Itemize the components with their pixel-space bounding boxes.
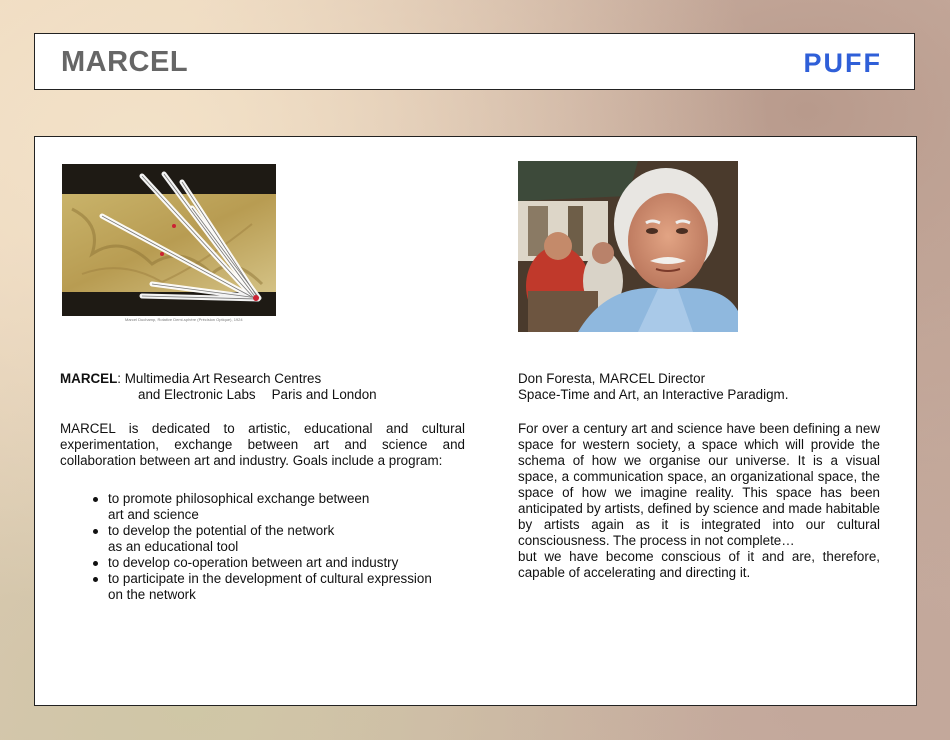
org-name: MARCEL [60, 371, 118, 386]
director-portrait [518, 161, 738, 332]
org-subheading [138, 387, 465, 403]
header-bar [34, 33, 915, 90]
content-panel [34, 136, 917, 706]
intro-paragraph: MARCEL is dedicated to artistic, educational and cultural experimentation, exchange between art and science and collaboration between art and industry. Goals include a program: [60, 421, 465, 468]
essay-paragraph-continued: but we have become conscious of it and are, therefore, capable of accelerating and directing it. [518, 549, 880, 580]
director-name: Don Foresta, MARCEL Director [518, 371, 706, 386]
org-description: : Multimedia Art Research Centres [117, 371, 322, 386]
artwork-image [62, 164, 276, 326]
list-item: to participate in the development of cultural expression on the network [108, 571, 465, 603]
essay-title: Space-Time and Art, an Interactive Paradigm. [518, 387, 789, 402]
artwork-caption: Marcel Duchamp, Rotative Demi-sphère (Précision Optique), 1924 [125, 317, 243, 322]
goals-list [60, 491, 465, 603]
about-column [60, 371, 465, 603]
list-item: to promote philosophical exchange between art and science [108, 491, 465, 523]
list-item: to develop co-operation between art and industry [108, 555, 465, 571]
site-title[interactable]: MARCEL [61, 46, 189, 78]
org-labs: and Electronic Labs [138, 387, 256, 402]
org-locations: Paris and London [271, 387, 377, 402]
director-column [518, 371, 880, 581]
essay-paragraph: For over a century art and science have been defining a new space for western society, a space which will provide the schema of how we organise our universe. It is a visual space, a communication space, an organizational space, the space of how we imagine reality. This space has been anticipated by artists, defined by science and made habitable by artists again as it is integrated into our cultural consciousness. The process in not complete… [518, 421, 880, 548]
list-item: to develop the potential of the network as an educational tool [108, 523, 465, 555]
org-heading [60, 371, 465, 387]
puff-logo[interactable]: PUFF [803, 48, 882, 78]
